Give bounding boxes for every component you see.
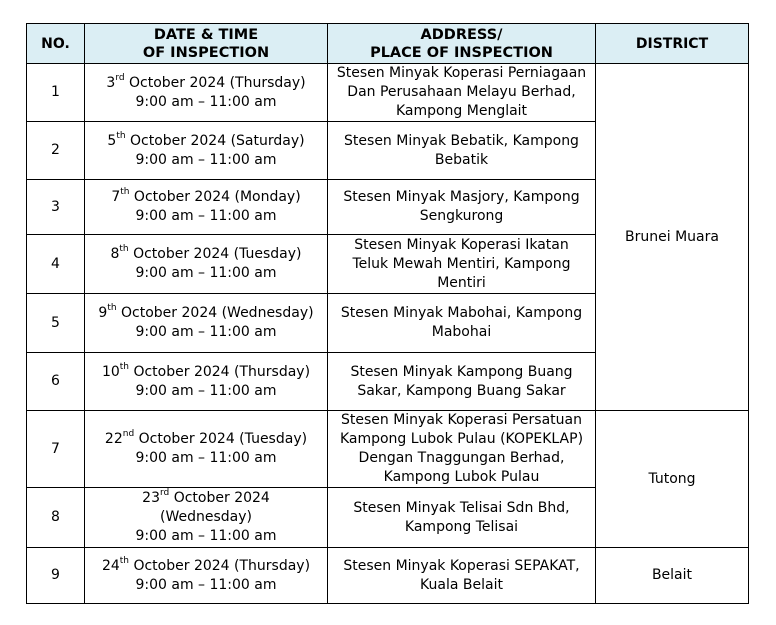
address-line: Mentiri (437, 274, 486, 291)
inspection-schedule-table (26, 23, 749, 604)
date-ordinal-suffix: th (119, 555, 130, 566)
date-day: 10 (101, 363, 120, 380)
inspection-datetime (85, 488, 328, 548)
address-line: Stesen Minyak Bebatik, Kampong (344, 132, 579, 149)
inspection-date (89, 557, 323, 576)
inspection-date (89, 74, 323, 93)
inspection-date-line2: (Wednesday) (160, 509, 252, 525)
inspection-datetime (85, 64, 328, 122)
header-address (328, 24, 596, 64)
inspection-datetime (85, 122, 328, 180)
district-cell: Brunei Muara (596, 64, 749, 411)
inspection-address (328, 548, 596, 604)
header-datetime-line2: OF INSPECTION (142, 44, 270, 61)
date-day: 7 (111, 189, 121, 205)
inspection-time: 9:00 am – 11:00 am (135, 324, 277, 340)
date-ordinal-suffix: th (116, 130, 126, 141)
date-rest: October 2024 (Tuesday) (134, 431, 308, 447)
address-line: Kampong Lubok Pulau (383, 469, 540, 485)
header-address-line1: ADDRESS/ (420, 26, 503, 43)
address-line: Bebatik (434, 151, 489, 168)
address-line: Kampong Menglait (395, 103, 528, 119)
address-line: Teluk Mewah Mentiri, Kampong (352, 255, 571, 272)
row-number: 5 (27, 294, 85, 353)
header-row (27, 24, 749, 64)
inspection-time: 9:00 am – 11:00 am (135, 382, 277, 399)
row-number: 6 (27, 353, 85, 411)
inspection-address (328, 353, 596, 411)
address-line: Sakar, Kampong Buang Sakar (357, 382, 566, 399)
row-number: 9 (27, 548, 85, 604)
table-row (27, 548, 749, 604)
header-address-line2: PLACE OF INSPECTION (370, 44, 553, 61)
date-ordinal-suffix: th (120, 187, 130, 198)
district-cell: Tutong (596, 411, 749, 548)
inspection-datetime (85, 411, 328, 488)
inspection-date (89, 363, 323, 382)
address-line: Sengkurong (419, 208, 504, 224)
date-day: 23 (142, 490, 160, 506)
date-ordinal-suffix: rd (160, 488, 170, 499)
row-number: 8 (27, 488, 85, 548)
date-rest: October 2024 (Thursday) (124, 74, 306, 91)
date-day: 8 (110, 246, 120, 262)
inspection-time: 9:00 am – 11:00 am (135, 265, 277, 281)
address-line: Mabohai (431, 324, 492, 340)
inspection-address (328, 488, 596, 548)
date-ordinal-suffix: th (119, 244, 129, 255)
inspection-address (328, 64, 596, 122)
row-number: 7 (27, 411, 85, 488)
date-rest: October 2024 (Thursday) (129, 363, 311, 380)
inspection-time: 9:00 am – 11:00 am (135, 528, 277, 544)
inspection-address (328, 294, 596, 353)
date-ordinal-suffix: nd (122, 429, 135, 440)
inspection-datetime (85, 235, 328, 294)
date-rest: October 2024 (Tuesday) (128, 246, 302, 262)
inspection-date (89, 132, 323, 151)
address-line: Stesen Minyak Telisai Sdn Bhd, (353, 499, 570, 516)
table-row (27, 64, 749, 122)
inspection-time: 9:00 am – 11:00 am (135, 208, 277, 224)
date-day: 9 (98, 305, 108, 321)
address-line: Stesen Minyak Mabohai, Kampong (340, 305, 583, 321)
date-ordinal-suffix: th (107, 303, 117, 314)
inspection-time: 9:00 am – 11:00 am (135, 450, 277, 466)
header-datetime (85, 24, 328, 64)
inspection-datetime (85, 294, 328, 353)
date-ordinal-suffix: rd (115, 72, 125, 83)
inspection-address (328, 235, 596, 294)
date-ordinal-suffix: th (119, 361, 130, 372)
header-datetime-line1: DATE & TIME (153, 26, 259, 43)
address-line: Stesen Minyak Koperasi Ikatan (354, 236, 569, 253)
address-line: Kuala Belait (420, 576, 503, 593)
date-rest: October 2024 (Saturday) (125, 132, 305, 149)
header-district: DISTRICT (596, 24, 749, 64)
address-line: Dan Perusahaan Melayu Berhad, (347, 84, 576, 100)
date-day: 3 (106, 74, 116, 91)
inspection-datetime (85, 353, 328, 411)
inspection-datetime (85, 180, 328, 235)
inspection-time: 9:00 am – 11:00 am (135, 93, 277, 110)
row-number: 2 (27, 122, 85, 180)
date-rest: October 2024 (169, 490, 270, 506)
address-line: Kampong Lubok Pulau (KOPEKLAP) (339, 431, 584, 447)
inspection-address (328, 180, 596, 235)
row-number: 4 (27, 235, 85, 294)
date-day: 5 (107, 132, 117, 149)
row-number: 3 (27, 180, 85, 235)
inspection-time: 9:00 am – 11:00 am (135, 576, 277, 593)
address-line: Stesen Minyak Kampong Buang (350, 363, 573, 380)
row-number: 1 (27, 64, 85, 122)
table-body (27, 64, 749, 604)
address-line: Kampong Telisai (404, 518, 519, 535)
inspection-datetime (85, 548, 328, 604)
address-line: Dengan Tnaggungan Berhad, (358, 450, 565, 466)
date-rest: October 2024 (Thursday) (129, 557, 311, 574)
table-row (27, 411, 749, 488)
date-rest: October 2024 (Wednesday) (116, 305, 314, 321)
date-day: 24 (101, 557, 120, 574)
inspection-date (89, 245, 323, 264)
address-line: Stesen Minyak Koperasi Perniagaan (336, 65, 587, 81)
inspection-address (328, 411, 596, 488)
inspection-address (328, 122, 596, 180)
inspection-date (89, 304, 323, 323)
address-line: Stesen Minyak Koperasi Persatuan (340, 412, 582, 428)
inspection-date (89, 430, 323, 449)
address-line: Stesen Minyak Masjory, Kampong (343, 189, 580, 205)
inspection-date (89, 188, 323, 207)
date-day: 22 (104, 431, 123, 447)
date-rest: October 2024 (Monday) (129, 189, 301, 205)
header-no: NO. (27, 24, 85, 64)
inspection-date (89, 489, 323, 508)
address-line: Stesen Minyak Koperasi SEPAKAT, (343, 557, 580, 574)
district-cell: Belait (596, 548, 749, 604)
inspection-time: 9:00 am – 11:00 am (135, 151, 277, 168)
